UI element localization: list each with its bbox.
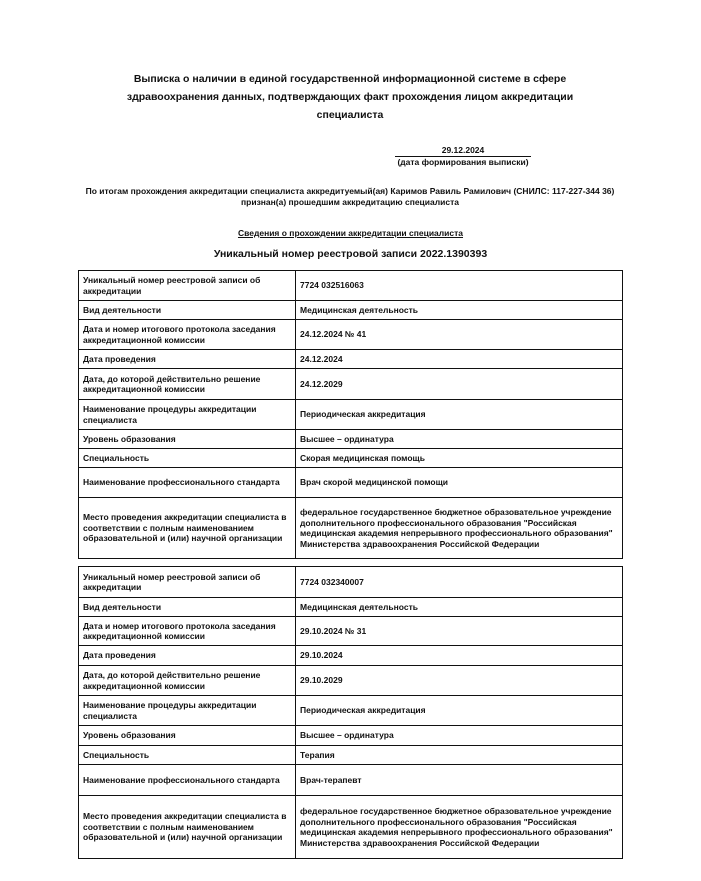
- section-title: Сведения о прохождении аккредитации специалиста: [237, 228, 464, 238]
- accreditation-table-1: [78, 270, 623, 559]
- row-label: Наименование процедуры аккредитации специалиста: [79, 696, 296, 726]
- intro-text: По итогам прохождения аккредитации специалиста аккредитуемый(ая) Каримов Равиль Рамилович (СНИЛС: 117-227-344 36) признан(а) прошедшим аккредитацию специалиста: [85, 186, 615, 207]
- table-row: [79, 301, 623, 320]
- table-row: [79, 449, 623, 468]
- row-value: Терапия: [296, 746, 623, 765]
- extract-date-caption: (дата формирования выписки): [397, 157, 529, 167]
- row-value: Периодическая аккредитация: [296, 400, 623, 430]
- row-label: Вид деятельности: [79, 598, 296, 617]
- row-value: Медицинская деятельность: [296, 598, 623, 617]
- table-row: [79, 498, 623, 559]
- table-row: [79, 400, 623, 430]
- row-label: Место проведения аккредитации специалиста в соответствии с полным наименованием образовательной и (или) научной организации: [79, 796, 296, 859]
- row-label: Дата и номер итогового протокола заседания аккредитационной комиссии: [79, 617, 296, 646]
- row-value: Периодическая аккредитация: [296, 696, 623, 726]
- table-row: [79, 765, 623, 796]
- table-row: [79, 746, 623, 765]
- row-value: Врач скорой медицинской помощи: [296, 468, 623, 498]
- row-label: Уровень образования: [79, 726, 296, 746]
- row-value: 29.10.2029: [296, 666, 623, 696]
- table-row: [79, 796, 623, 859]
- row-label: Уникальный номер реестровой записи об аккредитации: [79, 271, 296, 301]
- row-label: Дата, до которой действительно решение аккредитационной комиссии: [79, 369, 296, 400]
- row-label: Дата, до которой действительно решение аккредитационной комиссии: [79, 666, 296, 696]
- table-row: [79, 646, 623, 666]
- row-value: 24.12.2029: [296, 369, 623, 400]
- row-value: 24.12.2024: [296, 350, 623, 369]
- registry-number: Уникальный номер реестровой записи 2022.1390393: [213, 248, 488, 260]
- row-value: Высшее – ординатура: [296, 726, 623, 746]
- row-label: Дата и номер итогового протокола заседания аккредитационной комиссии: [79, 320, 296, 350]
- row-value: 29.10.2024 № 31: [296, 617, 623, 646]
- row-label: Дата проведения: [79, 646, 296, 666]
- row-value: Скорая медицинская помощь: [296, 449, 623, 468]
- row-value: 7724 032340007: [296, 567, 623, 598]
- extract-date-block: [395, 145, 531, 168]
- table-row: [79, 726, 623, 746]
- table-row: [79, 350, 623, 369]
- table-row: [79, 430, 623, 449]
- row-label: Наименование профессионального стандарта: [79, 765, 296, 796]
- row-label: Наименование процедуры аккредитации специалиста: [79, 400, 296, 430]
- row-label: Уровень образования: [79, 430, 296, 449]
- row-label: Уникальный номер реестровой записи об аккредитации: [79, 567, 296, 598]
- table-row: [79, 468, 623, 498]
- row-label: Дата проведения: [79, 350, 296, 369]
- table-row: [79, 567, 623, 598]
- table-row: [79, 271, 623, 301]
- row-value: Медицинская деятельность: [296, 301, 623, 320]
- row-value: 24.12.2024 № 41: [296, 320, 623, 350]
- row-label: Место проведения аккредитации специалиста в соответствии с полным наименованием образовательной и (или) научной организации: [79, 498, 296, 559]
- row-value: 7724 032516063: [296, 271, 623, 301]
- extract-date: 29.12.2024: [395, 145, 531, 157]
- row-label: Специальность: [79, 449, 296, 468]
- table-row: [79, 598, 623, 617]
- accreditation-table-2: [78, 566, 623, 859]
- table-row: [79, 666, 623, 696]
- row-value: Врач-терапевт: [296, 765, 623, 796]
- table-row: [79, 696, 623, 726]
- table-row: [79, 369, 623, 400]
- row-value: Высшее – ординатура: [296, 430, 623, 449]
- row-label: Наименование профессионального стандарта: [79, 468, 296, 498]
- table-row: [79, 320, 623, 350]
- row-value: федеральное государственное бюджетное образовательное учреждение дополнительного профессионального образования "Российская медицинская академия непрерывного профессионального образования" Министерства здравоохранения Российской Федерации: [296, 796, 623, 859]
- document-title: Выписка о наличии в единой государственной информационной системе в сфере здравоохранения данных, подтверждающих факт прохождения лицом аккредитации специалиста: [126, 73, 574, 121]
- row-label: Вид деятельности: [79, 301, 296, 320]
- table-row: [79, 617, 623, 646]
- row-value: 29.10.2024: [296, 646, 623, 666]
- row-value: федеральное государственное бюджетное образовательное учреждение дополнительного профессионального образования "Российская медицинская академия непрерывного профессионального образования" Министерства здравоохранения Российской Федерации: [296, 498, 623, 559]
- row-label: Специальность: [79, 746, 296, 765]
